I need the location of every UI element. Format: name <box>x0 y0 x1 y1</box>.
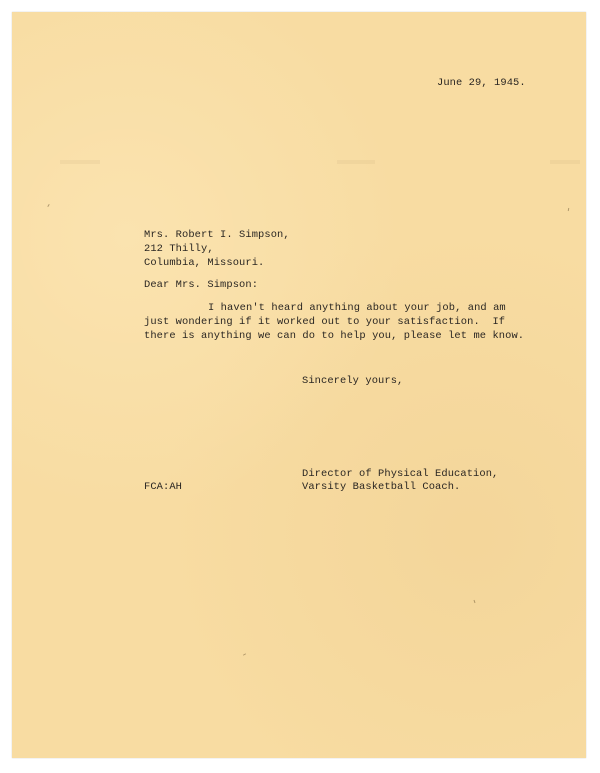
body-line: there is anything we can do to help you, please let me know. <box>144 330 525 342</box>
closing: Sincerely yours, <box>302 375 404 387</box>
typist-initials: FCA:AH <box>144 481 183 493</box>
paper-speck <box>474 600 476 603</box>
signature-title-line1: Director of Physical Education, <box>302 468 499 480</box>
body-line: just wondering if it worked out to your satisfaction. If <box>144 316 506 328</box>
salutation: Dear Mrs. Simpson: <box>144 279 259 291</box>
show-through-mark <box>550 160 580 164</box>
paper-speck <box>243 653 246 655</box>
recipient-street: 212 Thilly, <box>144 243 214 255</box>
paper-speck <box>47 204 49 207</box>
letter-page <box>12 12 586 758</box>
show-through-mark <box>60 160 100 164</box>
body-line: I haven't heard anything about your job, and am <box>208 302 506 314</box>
letter-date: June 29, 1945. <box>437 77 526 89</box>
show-through-mark <box>337 160 375 164</box>
recipient-name: Mrs. Robert I. Simpson, <box>144 229 290 241</box>
recipient-city: Columbia, Missouri. <box>144 257 265 269</box>
paper-speck <box>568 208 570 211</box>
signature-title-line2: Varsity Basketball Coach. <box>302 481 461 493</box>
